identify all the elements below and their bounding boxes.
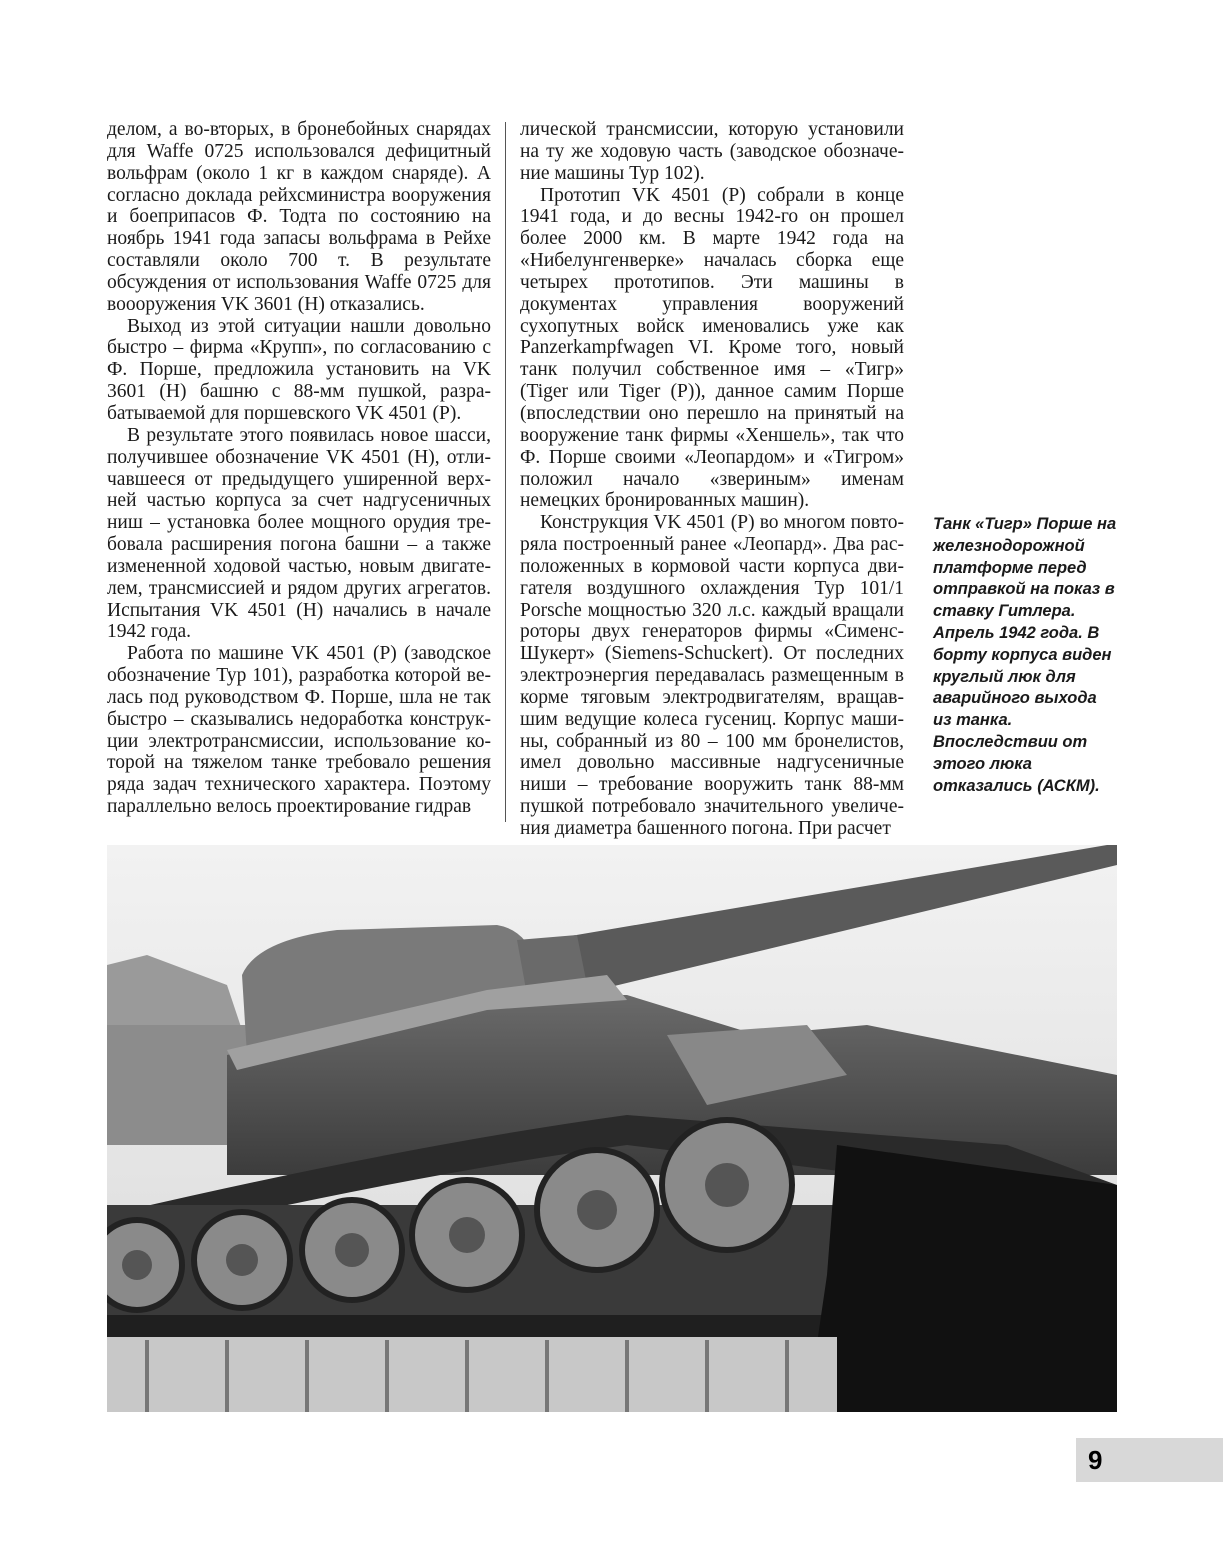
- page-number-box: [1076, 1438, 1223, 1482]
- text-column-left: [107, 119, 491, 818]
- paragraph: Выход из этой ситуации нашли довольно быстро – фирма «Крупп», по согласованию с Ф. Порше, предложила установить на VK 3601 (H) башню с 88-мм пушкой, разрабатываемой для поршевского VK 4501 (P).: [107, 315, 491, 424]
- text-column-right: [520, 119, 904, 840]
- column-divider: [505, 122, 506, 822]
- paragraph: Прототип VK 4501 (P) собрали в конце 1941 года, и до весны 1942-го он прошел более 2000 км. В марте 1942 года на «Нибелунгенверке» началась сборка еще четырех прототипов. Эти машины в документах управления вооружений сухопутных войск именовались уже как Panzerkampfwagen VI. Кроме того, новый танк получил собственное имя – «Тигр» (Tiger или Tiger (P)), данное самим Порше (впоследствии оно перешло на принятый на вооружение танк фирмы «Хеншель», так что Ф. Порше своими «Леопардом» и «Тигром» положил начало «звериным» именам немецких бронированных машин).: [520, 184, 904, 512]
- paragraph: В результате этого появилась новое шасси, получившее обозначение VK 4501 (H), отличавшееся от предыдущего уширенной верхней частью корпуса за счет надгусеничных ниш – установка более мощного орудия требовала расширения погона башни – а также измененной ходовой частью, новым двигателем, трансмиссией и рядом других агрегатов. Испытания VK 4501 (H) начались в начале 1942 года.: [107, 424, 491, 643]
- paragraph: лической трансмиссии, которую установили на ту же ходовую часть (заводское обозначение машины Typ 102).: [520, 119, 904, 184]
- page-number: 9: [1088, 1445, 1103, 1475]
- paragraph: делом, а во-вторых, в бронебойных снарядах для Waffe 0725 использовался дефицитный вольфрам (около 1 кг в каждом снаряде). А согласно доклада рейхсминистра вооружения и боеприпасов Ф. Тодта по состоянию на ноябрь 1941 года запасы вольфрама в Рейхе составляли около 700 т. В результате обсуждения от использования Waffe 0725 для воооружения VK 3601 (H) отказались.: [107, 119, 491, 315]
- tank-photo: [107, 845, 1117, 1412]
- paragraph: Работа по машине VK 4501 (P) (заводское обозначение Typ 101), разработка которой велась под руководством Ф. Порше, шла не так быстро – сказывались недоработка конструкции электротрансмиссии, использование которой на тяжелом танке требовало решения ряда задач технического характера. Поэтому параллельно велось проектирование гидрав: [107, 643, 491, 818]
- photo-caption: Танк «Тигр» Порше на железнодорожной платформе перед отправкой на показ в ставку Гитлера. Апрель 1942 года. В борту корпуса виден круглый люк для аварийного выхода из танка. Впоследствии от этого люка отказались (АСКМ).: [933, 515, 1117, 795]
- paragraph: Конструкция VK 4501 (P) во многом повторяла построенный ранее «Леопард». Два расположенных в кормовой части корпуса двигателя воздушного охлаждения Typ 101/1 Porsche мощностью 320 л.с. каждый вращали роторы двух генераторов фирмы «Сименс-Шукерт» (Siemens-Schuckert). От последних электроэнергия передавалась размещенным в корме тяговым электродвигателям, вращавшим ведущие колеса гусениц. Корпус машины, собранный из 80 – 100 мм бронелистов, имел довольно массивные надгусеничные ниши – требование вооружить танк 88-мм пушкой потребовало значительного увеличения диаметра башенного погона. При расчет: [520, 512, 904, 839]
